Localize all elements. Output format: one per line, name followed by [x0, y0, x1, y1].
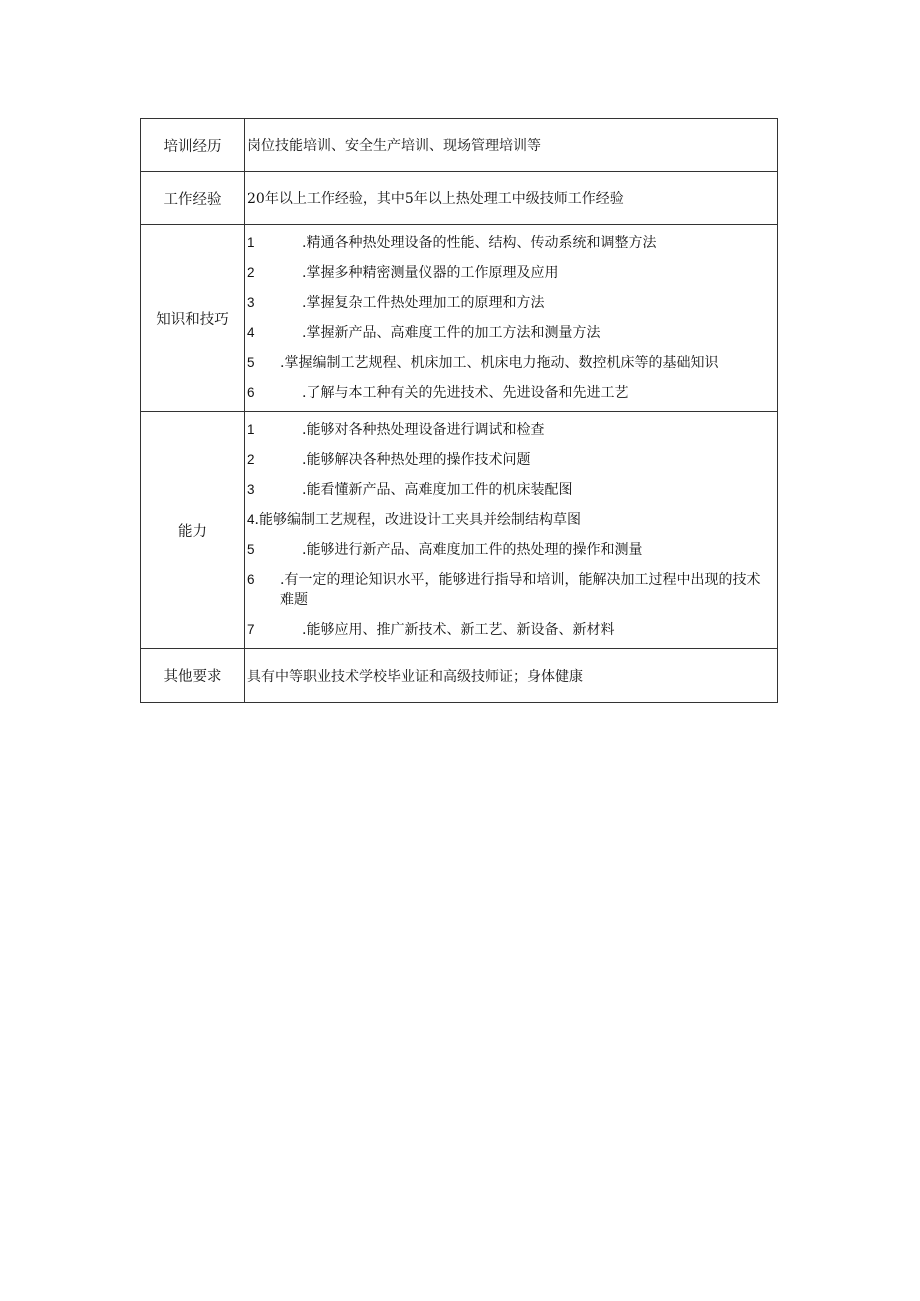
label-training: 培训经历: [141, 119, 245, 172]
list-item: [247, 293, 773, 313]
item-number: 4: [247, 325, 255, 340]
item-text: .能够解决各种热处理的操作技术问题: [302, 452, 531, 468]
label-other: 其他要求: [141, 649, 245, 703]
list-item: [247, 540, 773, 560]
item-text: .能看懂新产品、高难度加工件的机床装配图: [302, 482, 573, 498]
list-item: [247, 353, 773, 373]
list-item: [247, 263, 773, 283]
item-number: 2: [247, 265, 255, 280]
list-item: [247, 450, 773, 470]
list-item: [247, 570, 773, 610]
item-text: .有一定的理论知识水平，能够进行指导和培训，能解决加工过程中出现的技术难题: [280, 572, 761, 608]
list-item: [247, 233, 773, 253]
list-item: [247, 510, 773, 530]
value-other: 具有中等职业技术学校毕业证和高级技师证；身体健康: [245, 649, 778, 703]
knowledge-list: [245, 225, 778, 412]
item-text: .能够进行新产品、高难度加工件的热处理的操作和测量: [302, 542, 643, 558]
list-item: [247, 383, 773, 403]
list-item: [247, 620, 773, 640]
item-number: 5: [247, 542, 255, 557]
row-ability: [141, 412, 778, 649]
item-text: .能够编制工艺规程，改进设计工夹具并绘制结构草图: [254, 512, 581, 528]
item-text: .掌握复杂工件热处理加工的原理和方法: [302, 295, 545, 311]
label-knowledge: 知识和技巧: [141, 225, 245, 412]
item-number: 1: [247, 422, 255, 437]
item-text: .掌握编制工艺规程、机床加工、机床电力拖动、数控机床等的基础知识: [280, 355, 719, 371]
item-number: 7: [247, 622, 255, 637]
row-other: [141, 649, 778, 703]
row-training: [141, 119, 778, 172]
item-number: 3: [247, 295, 255, 310]
ability-list: [245, 412, 778, 649]
item-number: 3: [247, 482, 255, 497]
item-text: .能够对各种热处理设备进行调试和检查: [302, 422, 545, 438]
item-text: .了解与本工种有关的先进技术、先进设备和先进工艺: [302, 385, 629, 401]
item-text: .能够应用、推广新技术、新工艺、新设备、新材料: [302, 622, 615, 638]
value-training: 岗位技能培训、安全生产培训、现场管理培训等: [245, 119, 778, 172]
list-item: [247, 480, 773, 500]
item-text: .掌握新产品、高难度工件的加工方法和测量方法: [302, 325, 601, 341]
item-text: .精通各种热处理设备的性能、结构、传动系统和调整方法: [302, 235, 657, 251]
label-experience: 工作经验: [141, 172, 245, 225]
item-number: 6: [247, 572, 255, 587]
row-knowledge: [141, 225, 778, 412]
item-text: .掌握多种精密测量仪器的工作原理及应用: [302, 265, 559, 281]
item-number: 6: [247, 385, 255, 400]
item-number: 5: [247, 355, 255, 370]
list-item: [247, 323, 773, 343]
item-number: 1: [247, 235, 255, 250]
qualification-table: [140, 118, 778, 703]
item-number: 4: [247, 512, 255, 527]
label-ability: 能力: [141, 412, 245, 649]
list-item: [247, 420, 773, 440]
row-experience: [141, 172, 778, 225]
item-number: 2: [247, 452, 255, 467]
value-experience: 20年以上工作经验，其中5年以上热处理工中级技师工作经验: [245, 172, 778, 225]
